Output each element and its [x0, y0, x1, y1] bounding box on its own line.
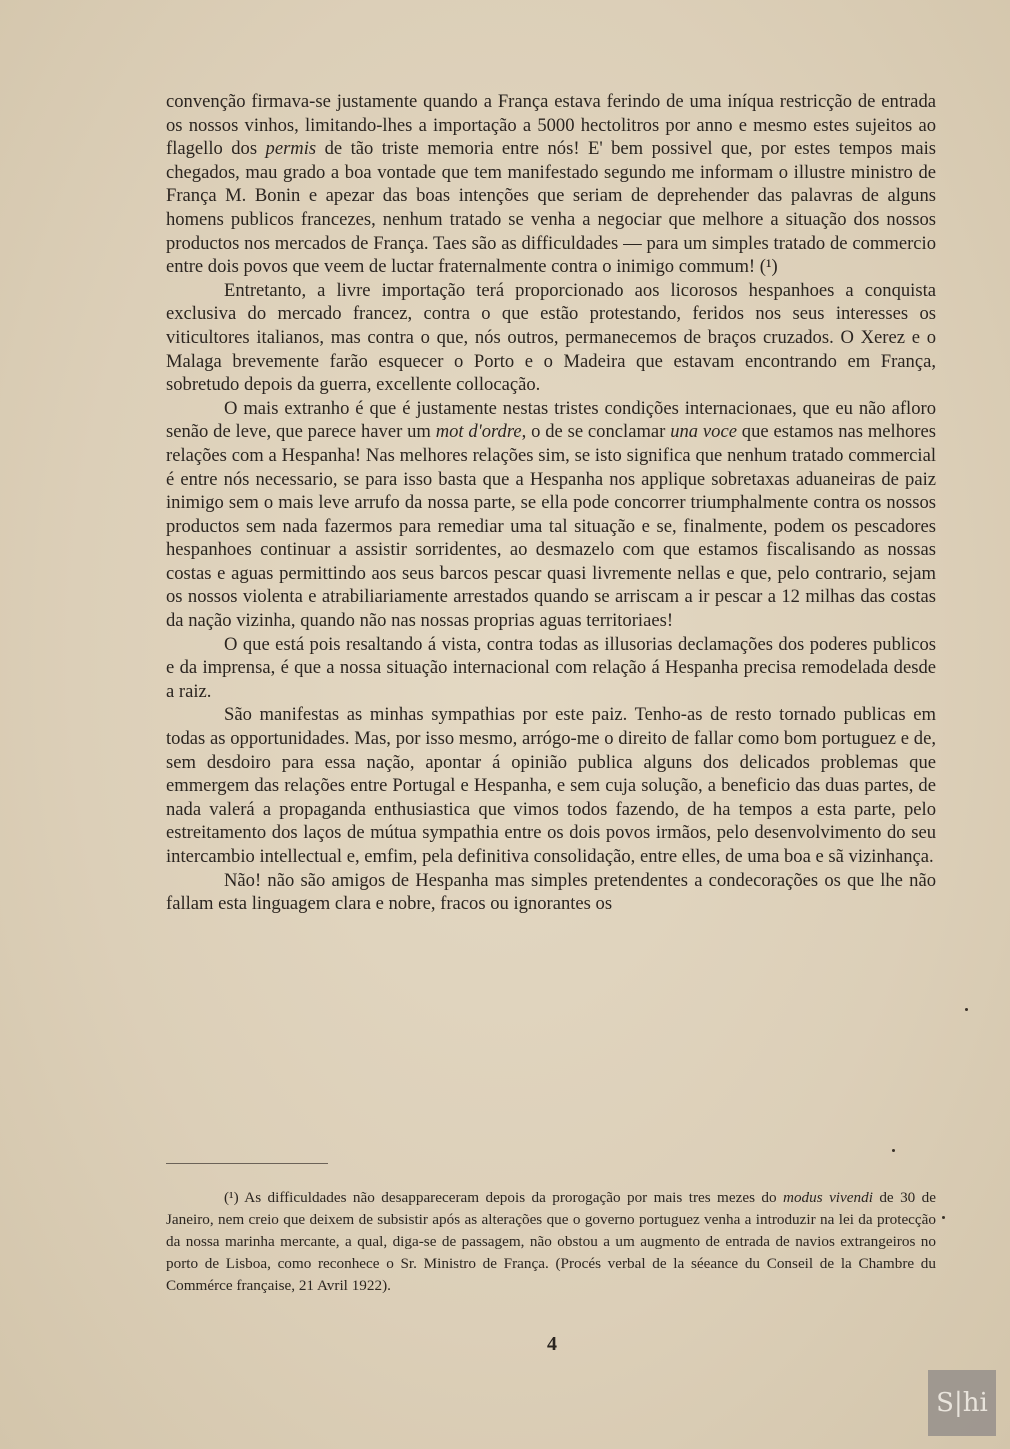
footnote-reference: (¹)	[759, 256, 778, 278]
watermark-text: S|hi	[936, 1388, 988, 1418]
paper-speck	[892, 1149, 895, 1152]
paragraph-1-text-b: de tão triste memoria entre nós! E' bem possivel que, por estes tempos mais chegados, mau grado a boa vontade que tem manifestado segundo me informam o illustre ministro de França M. Bonin e apezar das boas intenções que seriam de deprehender das palavras de alguns homens publicos francezes, nenhum tratado se venha a negociar que melhore a situação dos nossos productos nos mercados de França. Taes são as difficuldades — para um simples tratado de commercio entre dois povos que veem de luctar fraternalmente contra o inimigo commum!	[166, 138, 936, 278]
footnote-text-a: As difficuldades não desappareceram depois da prorogação por mais tres mezes do	[238, 1189, 783, 1206]
paragraph-5: São manifestas as minhas sympathias por este paiz. Tenho-as de resto tornado publicas em todas as opportunidades. Mas, por isso mesmo, arrógo-me o direito de fallar como bom portuguez e de, sem desdoiro para essa nação, apontar á opinião publica alguns dos delicados problemas que emmergem das relações entre Portugal e Hespanha, e sem cuja solução, a beneficio das duas partes, de nada valerá a propaganda enthusiastica que vimos todos fazendo, de ha tempos a esta parte, pelo estreitamento dos laços de mútua sympathia entre os dois povos irmãos, pelo desenvolvimento do seu intercambio intellectual e, emfim, pela definitiva consolidação, entre elles, de uma boa e sã vizinhança.	[166, 704, 936, 867]
paragraph-6: Não! não são amigos de Hespanha mas simples pretendentes a condecorações os que lhe não fallam esta linguagem clara e nobre, fracos ou ignorantes os	[166, 869, 936, 915]
paragraph-3-text-c: que estamos nas melhores relações com a Hespanha! Nas melhores relações sim, se isto significa que nenhum tratado commercial é entre nós necessario, se para isso basta que a Hespanha nos applique sobretaxas aduaneiras de paiz inimigo sem o mais leve arrufo da nossa parte, se ella pode concorrer triumphalmente contra os nossos productos sem nada fazermos para remediar uma tal situação e se, finalmente, podem os pescadores hespanhoes continuar a assistir sorridentes, ao desmazelo com que estamos fiscalisando as nossas costas e aguas permittindo aos seus barcos pescar quasi livremente nellas e que, pelo contrario, sejam os nossos violenta e atrabiliariamente arrestados quando se arriscam a ir pescar a 12 milhas das costas da nação vizinha, quando não nas nossas proprias aguas territoriaes!	[166, 421, 936, 632]
paragraph-1-text-a: convenção firmava-se justamente quando a França estava ferindo de uma iníqua restricção de entrada os nossos vinhos, limitando-lhes a importação a 5000 hectolitros por anno e mesmo estes sujeitos ao flagello dos	[166, 91, 936, 160]
archive-watermark-logo	[928, 1370, 996, 1436]
paragraph-3-italic-1: mot d'ordre	[435, 421, 522, 443]
footnote-marker: (¹)	[224, 1189, 239, 1206]
paragraph-3-text-b: , o de se conclamar	[521, 421, 671, 443]
paragraph-4: O que está pois resaltando á vista, contra todas as illusorias declamações dos poderes publicos e da imprensa, é que a nossa situação internacional com relação á Hespanha precisa remodelada desde a raiz.	[166, 633, 936, 702]
footnote-divider	[166, 1163, 328, 1164]
paper-speck	[965, 1008, 968, 1011]
page-number: 4	[547, 1333, 557, 1355]
footnote	[166, 1187, 936, 1297]
footnote-paragraph	[166, 1187, 936, 1297]
paragraph-2: Entretanto, a livre importação terá proporcionado aos licorosos hespanhoes a conquista exclusiva do mercado francez, contra o que estão protestando, feridos nos seus interesses os viticultores italianos, mas contra o que, nós outros, permanecemos de braços cruzados. O Xerez e o Malaga brevemente farão esquecer o Porto e o Madeira que estavam encontrando em França, sobretudo depois da guerra, excellente collocação.	[166, 279, 936, 396]
paragraph-1-italic: permis	[265, 138, 317, 160]
paragraph-3	[166, 397, 936, 633]
paragraph-3-italic-2: una voce	[670, 421, 737, 443]
paragraph-1	[166, 90, 936, 279]
paragraph-3-text-a: O mais extranho é que é justamente nestas tristes condições internacionaes, que eu não afloro senão de leve, que parece haver um	[166, 397, 936, 443]
paper-speck	[942, 1216, 945, 1219]
footnote-italic: modus vivendi	[783, 1189, 873, 1206]
body-text	[166, 90, 936, 916]
footnote-text-b: de 30 de Janeiro, nem creio que deixem de subsistir após as alterações que o governo portuguez venha a introduzir na lei da protecção da nossa marinha mercante, a qual, diga-se de passagem, não obstou a um augmento de entrada de navios extrangeiros no porto de Lisboa, como reconhece o Sr. Ministro de França. (Procés verbal de la séeance du Conseil de la Chambre du Commérce française, 21 Avril 1922).	[166, 1189, 936, 1294]
